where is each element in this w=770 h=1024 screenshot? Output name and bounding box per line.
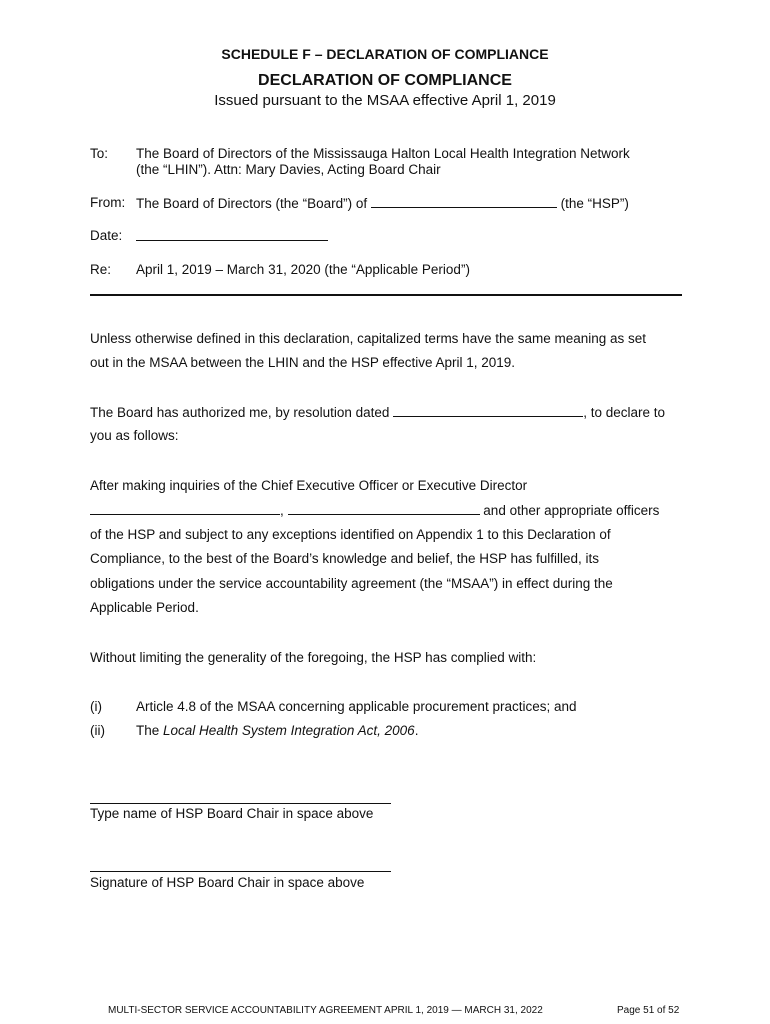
- page-number: Page 51 of 52: [617, 1005, 680, 1016]
- ceo-name-blank[interactable]: [90, 502, 280, 515]
- from-text: The Board of Directors (the “Board”) of: [136, 196, 368, 211]
- header-divider: [90, 294, 682, 296]
- para-inquiries-line-3: of the HSP and subject to any exceptions identified on Appendix 1 to this Declaration of: [90, 527, 611, 542]
- comma: ,: [280, 503, 284, 518]
- date-label: Date:: [90, 228, 123, 243]
- act-title: Local Health System Integration Act, 2006: [163, 723, 415, 738]
- to-line-1: The Board of Directors of the Mississauga Halton Local Health Integration Network: [136, 146, 630, 161]
- to-label: To:: [90, 146, 109, 161]
- document-title: DECLARATION OF COMPLIANCE: [258, 72, 512, 89]
- para-inquiries-line-4: Compliance, to the best of the Board’s knowledge and belief, the HSP has fulfilled, its: [90, 551, 600, 566]
- from-label: From:: [90, 195, 126, 210]
- item-2-text: [136, 723, 418, 738]
- item-2-suffix: .: [414, 723, 419, 738]
- officer-name-blank[interactable]: [288, 502, 480, 515]
- re-label: Re:: [90, 262, 112, 277]
- name-caption: Type name of HSP Board Chair in space above: [90, 806, 374, 821]
- signature-caption: Signature of HSP Board Chair in space above: [90, 875, 365, 890]
- para-inquiries-line-6: Applicable Period.: [90, 600, 199, 615]
- para-inquiries-line-2: [90, 502, 659, 518]
- para-inquiries-line-5: obligations under the service accountability agreement (the “MSAA”) in effect during the: [90, 576, 613, 591]
- re-text: April 1, 2019 – March 31, 2020 (the “Applicable Period”): [136, 262, 470, 277]
- para-inquiries-line-1: After making inquiries of the Chief Executive Officer or Executive Director: [90, 478, 528, 493]
- board-chair-signature-line[interactable]: [90, 871, 391, 872]
- authorization-suffix: , to declare to: [583, 405, 666, 420]
- para-authorization-line-2: you as follows:: [90, 428, 179, 443]
- item-1-text: Article 4.8 of the MSAA concerning applicable procurement practices; and: [136, 699, 577, 714]
- inquiries-suffix: and other appropriate officers: [483, 503, 660, 518]
- footer-agreement: MULTI-SECTOR SERVICE ACCOUNTABILITY AGREEMENT APRIL 1, 2019 — MARCH 31, 2022: [108, 1005, 543, 1016]
- schedule-heading: SCHEDULE F – DECLARATION OF COMPLIANCE: [221, 46, 549, 62]
- item-2-number: (ii): [90, 723, 105, 738]
- para-definitions-line-1: Unless otherwise defined in this declaration, capitalized terms have the same meaning as set: [90, 331, 647, 346]
- para-definitions-line-2: out in the MSAA between the LHIN and the HSP effective April 1, 2019.: [90, 355, 516, 370]
- item-2-prefix: The: [136, 723, 160, 738]
- document-subtitle: Issued pursuant to the MSAA effective April 1, 2019: [214, 92, 556, 109]
- to-line-2: (the “LHIN”). Attn: Mary Davies, Acting Board Chair: [136, 162, 441, 177]
- resolution-date-blank[interactable]: [393, 404, 583, 417]
- date-line: [136, 228, 328, 244]
- authorization-prefix: The Board has authorized me, by resolution dated: [90, 405, 390, 420]
- item-1-number: (i): [90, 699, 102, 714]
- board-chair-name-line[interactable]: [90, 803, 391, 804]
- from-line: [136, 195, 629, 211]
- from-suffix: (the “HSP”): [560, 196, 629, 211]
- date-blank[interactable]: [136, 228, 328, 241]
- para-compliance-intro: Without limiting the generality of the foregoing, the HSP has complied with:: [90, 650, 537, 665]
- para-authorization-line-1: [90, 404, 665, 420]
- hsp-name-blank[interactable]: [371, 195, 557, 208]
